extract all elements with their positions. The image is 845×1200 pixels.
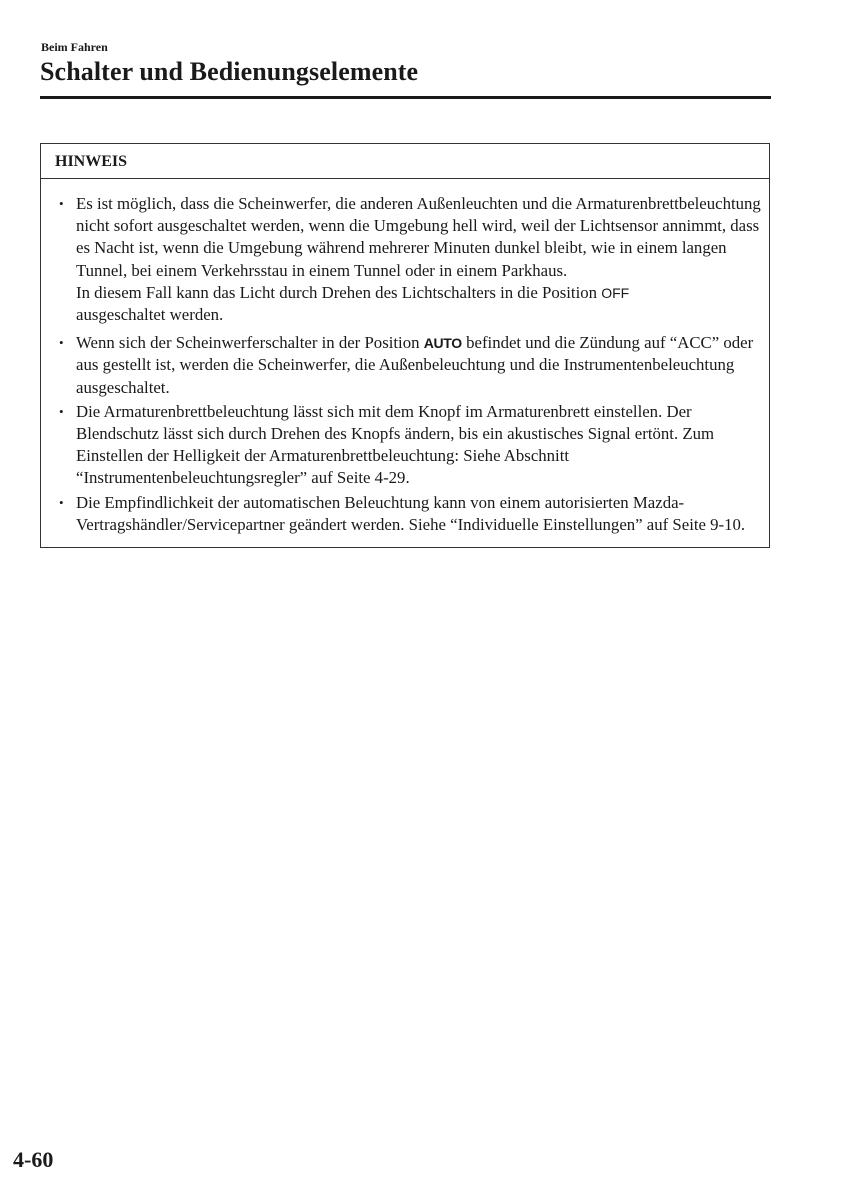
bullet-icon: • <box>59 403 64 419</box>
note-text: ausgeschaltet werden. <box>76 305 224 325</box>
note-text: In diesem Fall kann das Licht durch Drehen des Lichtschalters in die Position <box>76 282 602 302</box>
off-switch-symbol: OFF <box>601 284 630 301</box>
auto-switch-symbol: AUTO <box>423 335 462 352</box>
note-heading: HINWEIS <box>41 144 769 179</box>
page-title: Schalter und Bedienungselemente <box>40 57 419 86</box>
bullet-icon: • <box>59 196 64 211</box>
bullet-icon: • <box>59 335 64 351</box>
title-rule <box>40 96 771 99</box>
note-item <box>41 193 763 326</box>
bullet-icon: • <box>59 494 64 510</box>
note-paragraph <box>76 282 763 326</box>
note-text: befindet und die Zündung auf “ACC” oder aus gestellt ist, werden die Scheinwerfer, die Außenbeleuchtung und die Instrumentenbeleuchtung ausgeschaltet. <box>76 333 754 397</box>
note-item <box>41 492 763 536</box>
note-paragraph: Es ist möglich, dass die Scheinwerfer, die anderen Außenleuchten und die Armaturenbrettbeleuchtung nicht sofort ausgeschaltet werden, wenn die Umgebung hell wird, weil der Lichtsensor annimmt, dass es Nacht ist, wenn die Umgebung während mehrerer Minuten dunkel bleibt, wie in einem langen Tunnel, bei einem Verkehrsstau in einem Tunnel oder in einem Parkhaus. <box>76 194 761 280</box>
page-number: 4-60 <box>13 1147 54 1172</box>
note-item <box>41 401 763 490</box>
note-text: Wenn sich der Scheinwerferschalter in der Position <box>76 333 424 353</box>
note-item <box>41 332 763 399</box>
section-label: Beim Fahren <box>41 40 108 54</box>
note-box <box>40 143 770 548</box>
note-list <box>41 179 769 547</box>
note-text: Die Empfindlichkeit der automatischen Beleuchtung kann von einem autorisierten Mazda-Vertragshändler/Servicepartner geändert werden. Siehe “Individuelle Einstellungen” auf Seite 9-10. <box>76 492 746 534</box>
note-text: Die Armaturenbrettbeleuchtung lässt sich mit dem Knopf im Armaturenbrett einstellen. Der Blendschutz lässt sich durch Drehen des Knopfs ändern, bis ein akustisches Signal ertönt. Zum Einstellen der Helligkeit der Armaturenbrettbeleuchtung: Siehe Abschnitt “Instrumentenbeleuchtungsregler” auf Seite 4-29. <box>76 401 715 488</box>
